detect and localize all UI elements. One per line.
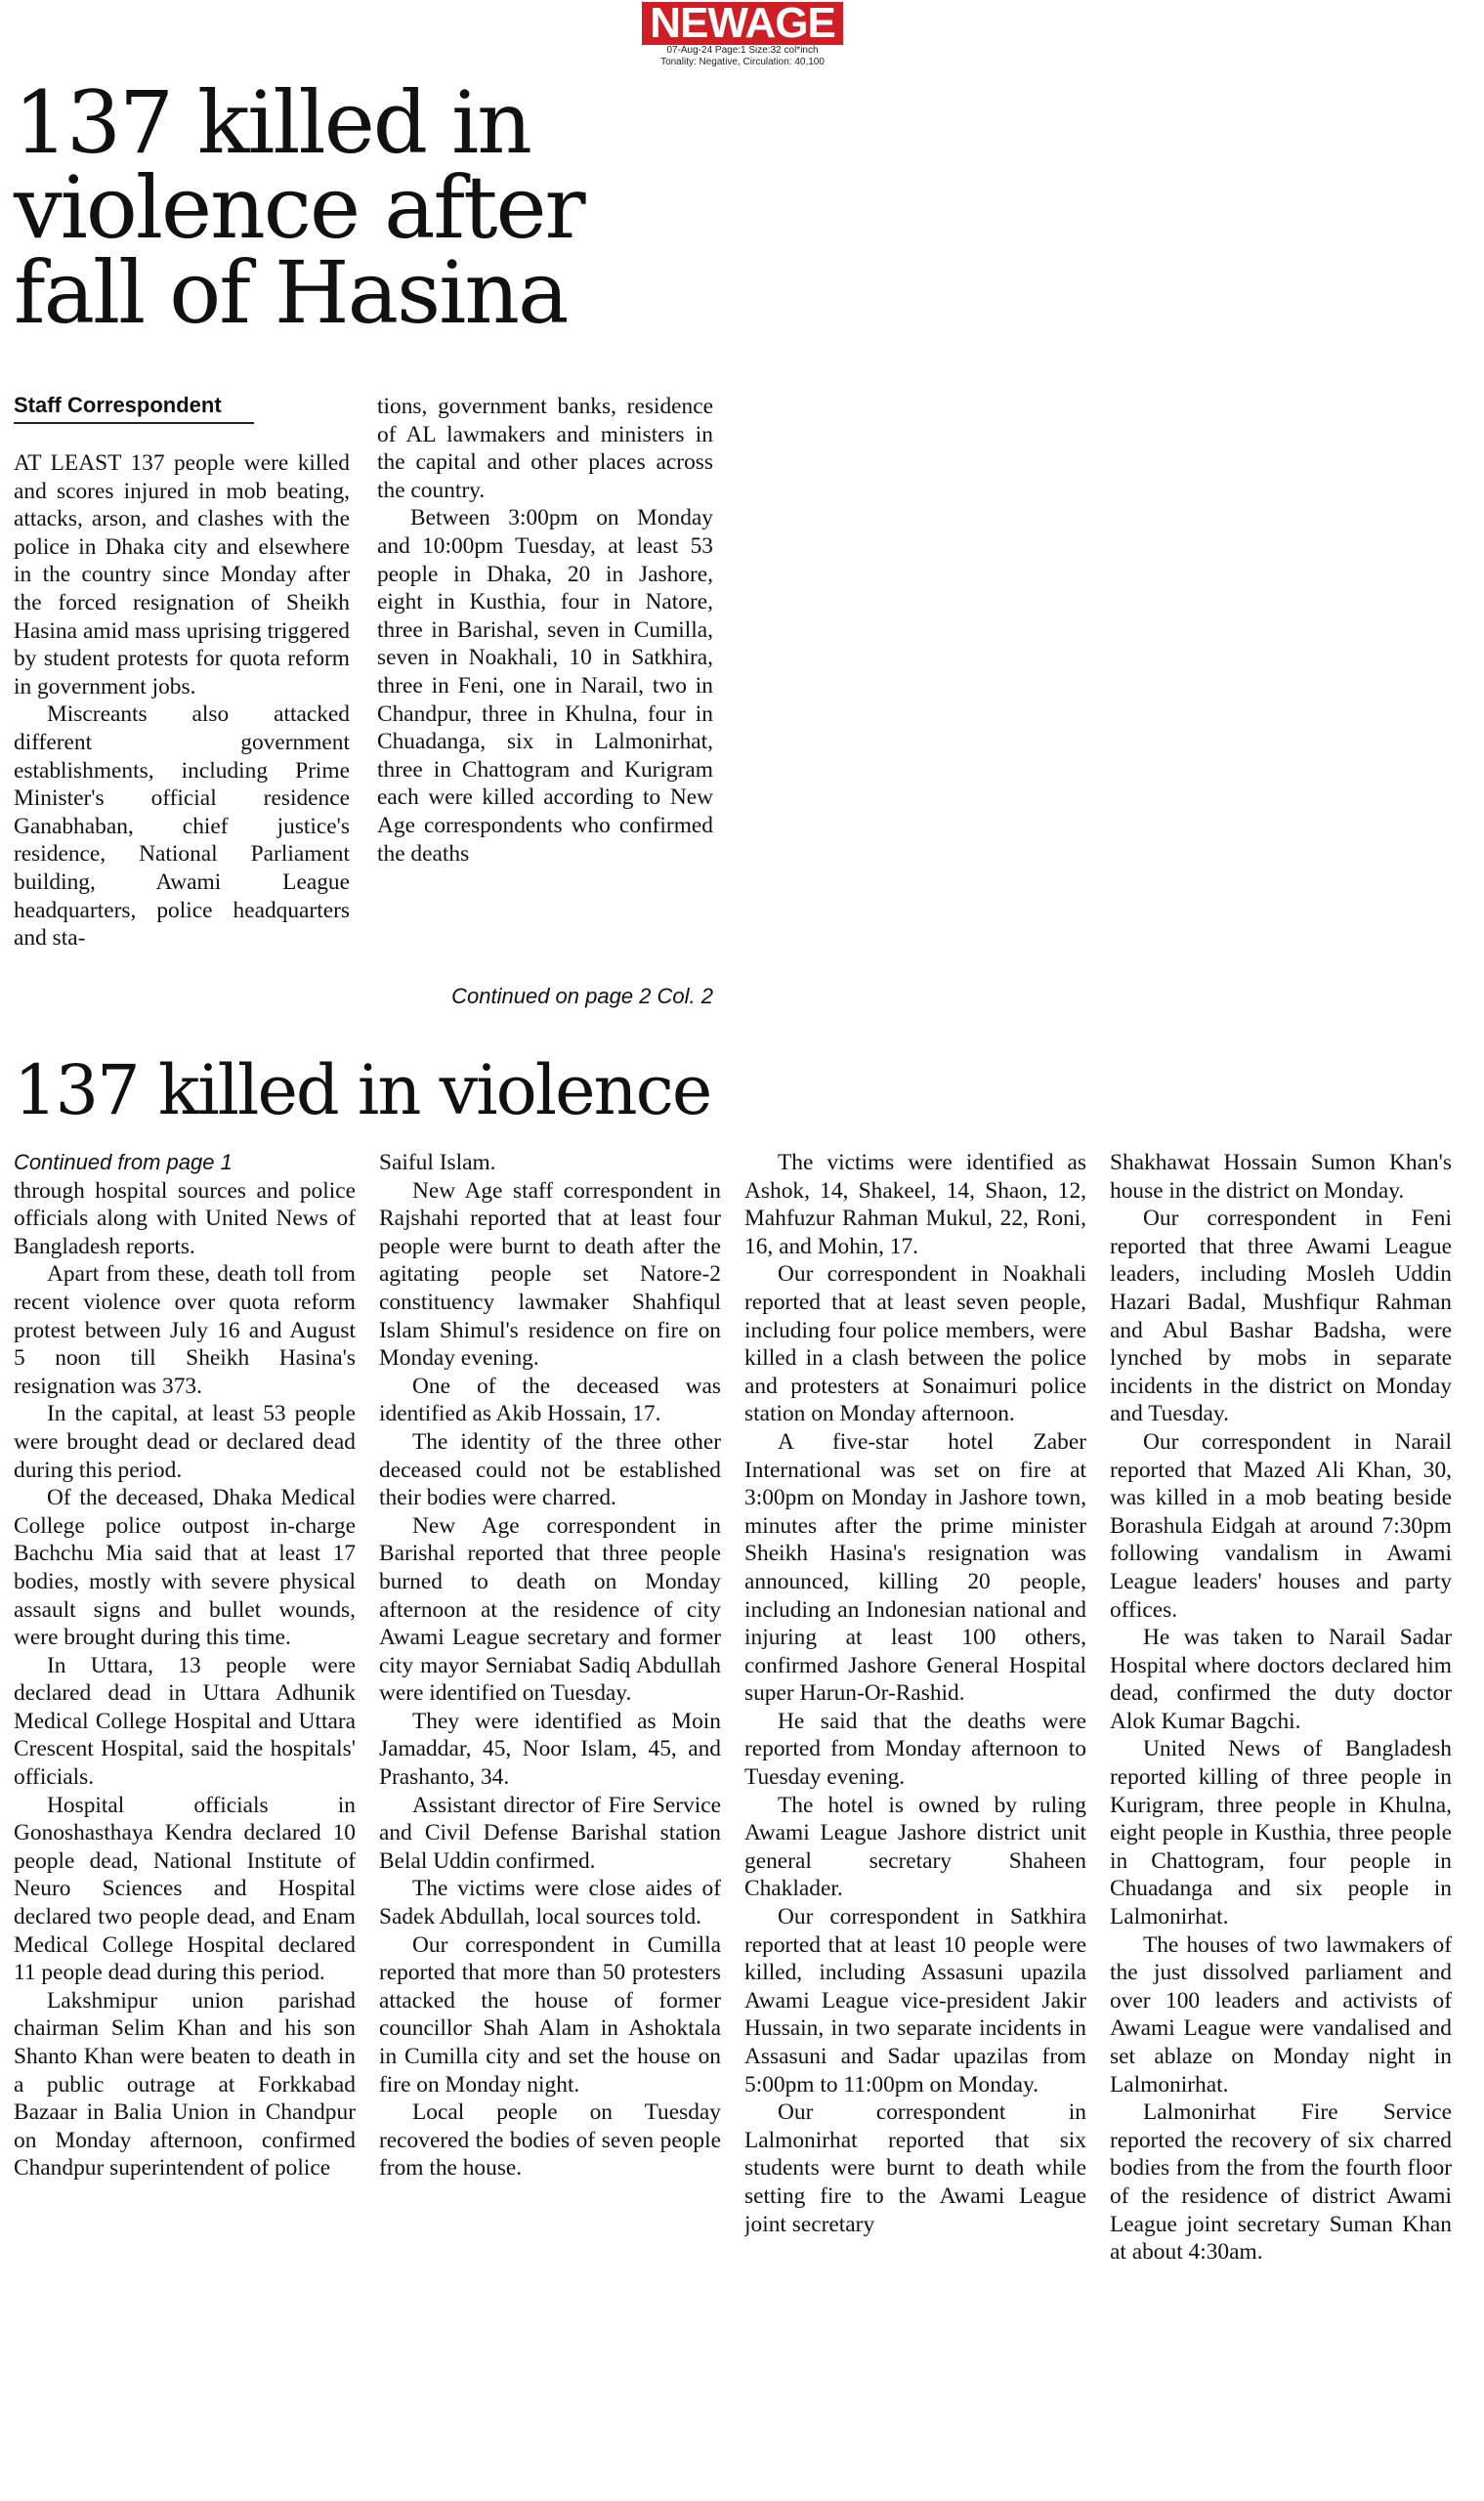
paragraph: Our correspondent in Noakhali reported that at least seven people, including four police members, were killed in a clash between the police and protesters at Sonaimuri police station on Monday afternoon. [744, 1261, 1086, 1427]
story1-headline: 137 killed in violence after fall of Hasina [14, 72, 584, 343]
paragraph: Our correspondent in Cumilla reported that more than 50 protesters attacked the house of former councillor Shah Alam in Ashoktala in Cumilla city and set the house on fire on Monday night. [379, 1931, 721, 2098]
continued-on-note: Continued on page 2 Col. 2 [451, 984, 713, 1008]
paragraph: through hospital sources and police officials along with United News of Bangladesh reports. [14, 1177, 356, 1259]
story2-column-1 [14, 1149, 356, 2487]
story1-column-1 [14, 449, 350, 1016]
logo-new: NEW [650, 0, 745, 47]
newspaper-logo [642, 2, 843, 45]
story2-column-3 [744, 1149, 1086, 2487]
paragraph: Apart from these, death toll from recent violence over quota reform protest between July 16 and August 5 noon till Sheikh Hasina's resignation was 373. [14, 1261, 356, 1399]
paragraph: Miscreants also attacked different government establishments, including Prime Minister's official residence Ganabhaban, chief justice's residence, National Parliament building, Awami League headquarters, police headquarters and sta- [14, 701, 350, 952]
paragraph: A five-star hotel Zaber International was set on fire at 3:00pm on Monday in Jashore town, minutes after the prime minister Sheikh Hasina's resignation was announced, killing 20 people, including an Indonesian national and injuring at least 100 others, confirmed Jashore General Hospital super Harun-Or-Rashid. [744, 1428, 1086, 1707]
paragraph: Between 3:00pm on Monday and 10:00pm Tuesday, at least 53 people in Dhaka, 20 in Jashore, eight in Kusthia, four in Natore, three in Barishal, seven in Cumilla, seven in Noakhali, 10 in Satkhira, three in Feni, one in Narail, two in Chandpur, three in Khulna, four in Chuadanga, six in Lalmonirhat, three in Chattogram and Kurigram each were killed according to New Age correspondents who confirmed the deaths [377, 505, 713, 867]
masthead [635, 2, 850, 68]
paragraph: Hospital officials in Gonoshasthaya Kendra declared 10 people dead, National Institute of Neuro Sciences and Hospital declared two people dead, and Enam Medical College Hospital declared 11 people dead during this period. [14, 1792, 356, 1986]
paragraph: Our correspondent in Lalmonirhat reported that six students were burnt to death while setting fire to the Awami League joint secretary [744, 2099, 1086, 2237]
paragraph: AT LEAST 137 people were killed and scores injured in mob beating, attacks, arson, and clashes with the police in Dhaka city and elsewhere in the country since Monday after the forced resignation of Sheikh Hasina amid mass uprising triggered by student protests for quota reform in government jobs. [14, 450, 350, 699]
paragraph: Lakshmipur union parishad chairman Selim Khan and his son Shanto Khan were beaten to death in a public outrage at Forkkabad Bazaar in Balia Union in Chandpur on Monday afternoon, confirmed Chandpur superintendent of police [14, 1987, 356, 2182]
paragraph: Lalmonirhat Fire Service reported the recovery of six charred bodies from the from the fourth floor of the residence of district Awami League joint secretary Suman Khan at about 4:30am. [1110, 2099, 1452, 2266]
paragraph: New Age staff correspondent in Rajshahi reported that at least four people were burnt to death after the agitating people set Natore-2 constituency lawmaker Shahfiqul Islam Shimul's residence on fire on Monday evening. [379, 1177, 721, 1372]
paragraph: The victims were identified as Ashok, 14, Shakeel, 14, Shaon, 12, Mahfuzur Rahman Mukul, 22, Roni, 16, and Mohin, 17. [744, 1150, 1086, 1259]
paragraph: Local people on Tuesday recovered the bodies of seven people from the house. [379, 2099, 721, 2182]
paragraph: The hotel is owned by ruling Awami League Jashore district unit general secretary Shaheen Chaklader. [744, 1792, 1086, 1902]
paragraph: Shakhawat Hossain Sumon Khan's house in the district on Monday. [1110, 1150, 1452, 1204]
paragraph: Our correspondent in Narail reported that Mazed Ali Khan, 30, was killed in a mob beating beside Borashula Eidgah at around 7:30pm following vandalism in Awami League leaders' houses and party offices. [1110, 1428, 1452, 1623]
story2-column-2 [379, 1149, 721, 2487]
byline: Staff Correspondent [14, 393, 254, 424]
clip-info-line-1: 07-Aug-24 Page:1 Size:32 col*inch [666, 45, 819, 56]
paragraph: Assistant director of Fire Service and Civil Defense Barishal station Belal Uddin confirmed. [379, 1792, 721, 1874]
paragraph: The identity of the three other deceased could not be established their bodies were charred. [379, 1428, 721, 1511]
story2-column-4 [1110, 1149, 1452, 2487]
paragraph: New Age correspondent in Barishal reported that three people burned to death on Monday afternoon at the residence of city Awami League secretary and former city mayor Serniabat Sadiq Abdullah were identified on Tuesday. [379, 1512, 721, 1707]
paragraph: tions, government banks, residence of AL lawmakers and ministers in the capital and other places across the country. [377, 394, 713, 503]
paragraph: Our correspondent in Feni reported that three Awami League leaders, including Mosleh Uddin Hazari Badal, Mushfiqur Rahman and Abul Bashar Badsha, were lynched by mobs in separate incidents in the district on Monday and Tuesday. [1110, 1206, 1452, 1427]
paragraph: He was taken to Narail Sadar Hospital where doctors declared him dead, confirmed the duty doctor Alok Kumar Bagchi. [1110, 1625, 1452, 1734]
paragraph: They were identified as Moin Jamaddar, 45, Noor Islam, 45, and Prashanto, 34. [379, 1708, 721, 1791]
paragraph: In Uttara, 13 people were declared dead in Uttara Adhunik Medical College Hospital and Uttara Crescent Hospital, said the hospitals' officials. [14, 1652, 356, 1791]
clip-info-line-2: Tonality: Negative, Circulation: 40,100 [660, 57, 825, 67]
story2-headline: 137 killed in violence [14, 1050, 711, 1130]
paragraph: He said that the deaths were reported from Monday afternoon to Tuesday evening. [744, 1708, 1086, 1791]
paragraph: The victims were close aides of Sadek Abdullah, local sources told. [379, 1876, 721, 1930]
continued-from-note: Continued from page 1 [14, 1150, 233, 1174]
paragraph: Saiful Islam. [379, 1150, 496, 1175]
paragraph: One of the deceased was identified as Akib Hossain, 17. [379, 1373, 721, 1427]
paragraph: United News of Bangladesh reported killing of three people in Kurigram, three people in Khulna, eight people in Kusthia, three people in Chattogram, four people in Chuadanga and six people in Lalmonirhat. [1110, 1736, 1452, 1930]
paragraph: In the capital, at least 53 people were brought dead or declared dead during this period. [14, 1401, 356, 1483]
paragraph: Of the deceased, Dhaka Medical College police outpost in-charge Bachchu Mia said that at least 17 bodies, mostly with severe physical assault signs and bullet wounds, were brought during this time. [14, 1485, 356, 1651]
logo-age: AGE [744, 0, 835, 47]
story1-column-2 [377, 393, 713, 979]
paragraph: Our correspondent in Satkhira reported that at least 10 people were killed, including Assasuni upazila Awami League vice-president Jakir Hussain, in two separate incidents in Assasuni and Sadar upazilas from 5:00pm to 11:00pm on Monday. [744, 1904, 1086, 2098]
paragraph: The houses of two lawmakers of the just dissolved parliament and over 100 leaders and activists of Awami League were vandalised and set ablaze on Monday night in Lalmonirhat. [1110, 1931, 1452, 2098]
